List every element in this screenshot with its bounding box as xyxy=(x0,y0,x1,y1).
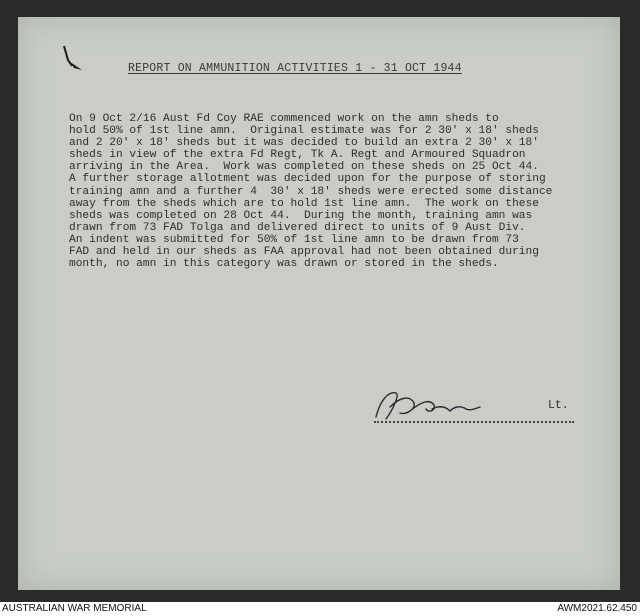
pencil-mark-icon xyxy=(60,44,90,74)
body-line: drawn from 73 FAD Tolga and delivered direct to units of 9 Aust Div. xyxy=(69,221,526,234)
body-line: FAD and held in our sheds as FAA approval had not been obtained during xyxy=(69,246,539,259)
body-line: month, no amn in this category was drawn or stored in the sheds. xyxy=(69,258,499,271)
signature-rank: Lt. xyxy=(548,399,569,412)
body-line: sheds in view of the extra Fd Regt, Tk A. Regt and Armoured Squadron xyxy=(69,149,526,162)
body-line: training amn and a further 4 30' x 18' sheds were erected some distance xyxy=(69,185,553,198)
body-line: hold 50% of 1st line amn. Original estimate was for 2 30' x 18' sheds xyxy=(69,125,539,138)
footer-accession-id: AWM2021.62.450 xyxy=(557,603,637,614)
body-line: away from the sheds which are to hold 1st line amn. The work on these xyxy=(69,197,539,210)
signature-dotted-line xyxy=(374,421,574,423)
signature-block xyxy=(370,383,580,433)
body-line: A further storage allotment was decided upon for the purpose of storing xyxy=(69,173,546,186)
body-line: and 2 20' x 18' sheds but it was decided to build an extra 2 30' x 18' xyxy=(69,137,539,150)
body-line: An indent was submitted for 50% of 1st line amn to be drawn from 73 xyxy=(69,233,519,246)
document-page xyxy=(18,17,620,590)
report-body xyxy=(69,113,614,270)
footer-bar xyxy=(0,602,640,616)
body-line: arriving in the Area. Work was completed on these sheds on 25 Oct 44. xyxy=(69,161,539,174)
footer-institution: AUSTRALIAN WAR MEMORIAL xyxy=(2,603,147,614)
report-title: REPORT ON AMMUNITION ACTIVITIES 1 - 31 OCT 1944 xyxy=(128,62,462,75)
body-line: sheds was completed on 28 Oct 44. During the month, training amn was xyxy=(69,209,533,222)
body-line: On 9 Oct 2/16 Aust Fd Coy RAE commenced work on the amn sheds to xyxy=(69,113,499,125)
